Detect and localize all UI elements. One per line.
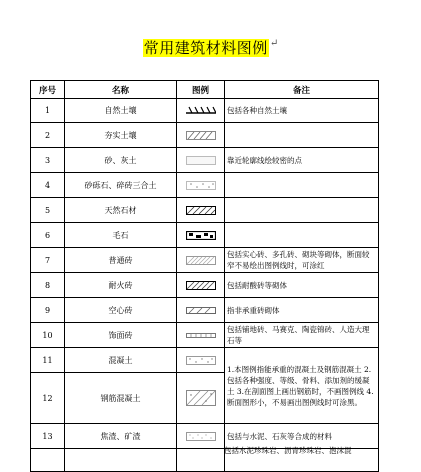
natural-stone-icon — [186, 206, 216, 215]
row-no: 7 — [31, 248, 65, 273]
table-row — [31, 223, 379, 248]
concrete-icon — [186, 356, 216, 365]
paragraph-mark: ↵ — [269, 38, 279, 49]
materials-table — [30, 80, 379, 472]
row-no: 1 — [31, 99, 65, 123]
table-row — [31, 148, 379, 173]
row-no: 13 — [31, 424, 65, 449]
row-note — [225, 198, 379, 223]
row-name: 钢筋混凝土 — [65, 373, 177, 424]
row-note: 包括实心砖、多孔砖、砌块等砌体，断面较窄不易绘出图例线时，可涂红 — [225, 248, 379, 273]
row-note — [225, 173, 379, 198]
compacted-soil-icon — [186, 131, 216, 140]
hollow-brick-icon — [186, 306, 216, 315]
trailing-note: 包括水泥珍珠岩、沥青珍珠岩、泡沫混 — [224, 446, 352, 455]
row-no: 2 — [31, 123, 65, 148]
row-note — [225, 123, 379, 148]
row-note: 包括耐酸砖等砌体 — [225, 273, 379, 298]
table-row — [31, 99, 379, 123]
row-name: 空心砖 — [65, 298, 177, 323]
facing-tile-icon — [186, 331, 216, 340]
row-name: 普通砖 — [65, 248, 177, 273]
row-name: 砂砾石、碎砖三合土 — [65, 173, 177, 198]
rubble-stone-icon — [186, 231, 216, 240]
table-row — [31, 173, 379, 198]
col-no: 序号 — [31, 81, 65, 99]
page-title: 常用建筑材料图例 — [143, 39, 268, 57]
row-name: 夯实土壤 — [65, 123, 177, 148]
row-name: 焦渣、矿渣 — [65, 424, 177, 449]
col-note: 备注 — [225, 81, 379, 99]
col-name: 名称 — [65, 81, 177, 99]
row-note: 包括铺地砖、马赛克、陶瓷锦砖、人造大理石等 — [225, 323, 379, 348]
title-wrap — [0, 38, 421, 57]
row-name: 饰面砖 — [65, 323, 177, 348]
row-note: 1.本图例指能承重的混凝土及钢筋混凝土 2.包括各种强度、等级、骨料、添加剂的缓凝土 3.在剖面图上画出钢筋时，不画图例线 4.断面图形小，不易画出图例线时可涂黑。 — [225, 348, 379, 424]
row-no: 12 — [31, 373, 65, 424]
table-header — [31, 81, 379, 99]
table-row — [31, 298, 379, 323]
reinforced-concrete-icon — [186, 390, 216, 406]
soil-hatch-icon — [186, 106, 216, 115]
row-name: 自然土壤 — [65, 99, 177, 123]
table-row — [31, 123, 379, 148]
row-no: 4 — [31, 173, 65, 198]
table-row — [31, 198, 379, 223]
row-name: 耐火砖 — [65, 273, 177, 298]
firebrick-icon — [186, 281, 216, 290]
table-row — [31, 273, 379, 298]
row-no: 3 — [31, 148, 65, 173]
table-row — [31, 248, 379, 273]
row-no: 5 — [31, 198, 65, 223]
table-row — [31, 323, 379, 348]
row-note: 靠近轮廓线绘较密的点 — [225, 148, 379, 173]
row-name: 砂、灰土 — [65, 148, 177, 173]
row-note — [225, 223, 379, 248]
row-name: 天然石材 — [65, 198, 177, 223]
row-no: 6 — [31, 223, 65, 248]
row-no: 9 — [31, 298, 65, 323]
common-brick-icon — [186, 256, 216, 265]
row-note: 包括与水泥、石灰等合成的材料 — [225, 424, 379, 449]
row-note: 指非承重砖砌体 — [225, 298, 379, 323]
col-legend: 图例 — [177, 81, 225, 99]
row-note: 包括各种自然土壤 — [225, 99, 379, 123]
row-name: 毛石 — [65, 223, 177, 248]
sand-dots-icon — [186, 156, 216, 165]
gravel-icon — [186, 181, 216, 190]
row-no: 11 — [31, 348, 65, 373]
row-no: 8 — [31, 273, 65, 298]
row-name: 混凝土 — [65, 348, 177, 373]
table-row — [31, 348, 379, 373]
row-no: 10 — [31, 323, 65, 348]
slag-icon — [186, 432, 216, 441]
